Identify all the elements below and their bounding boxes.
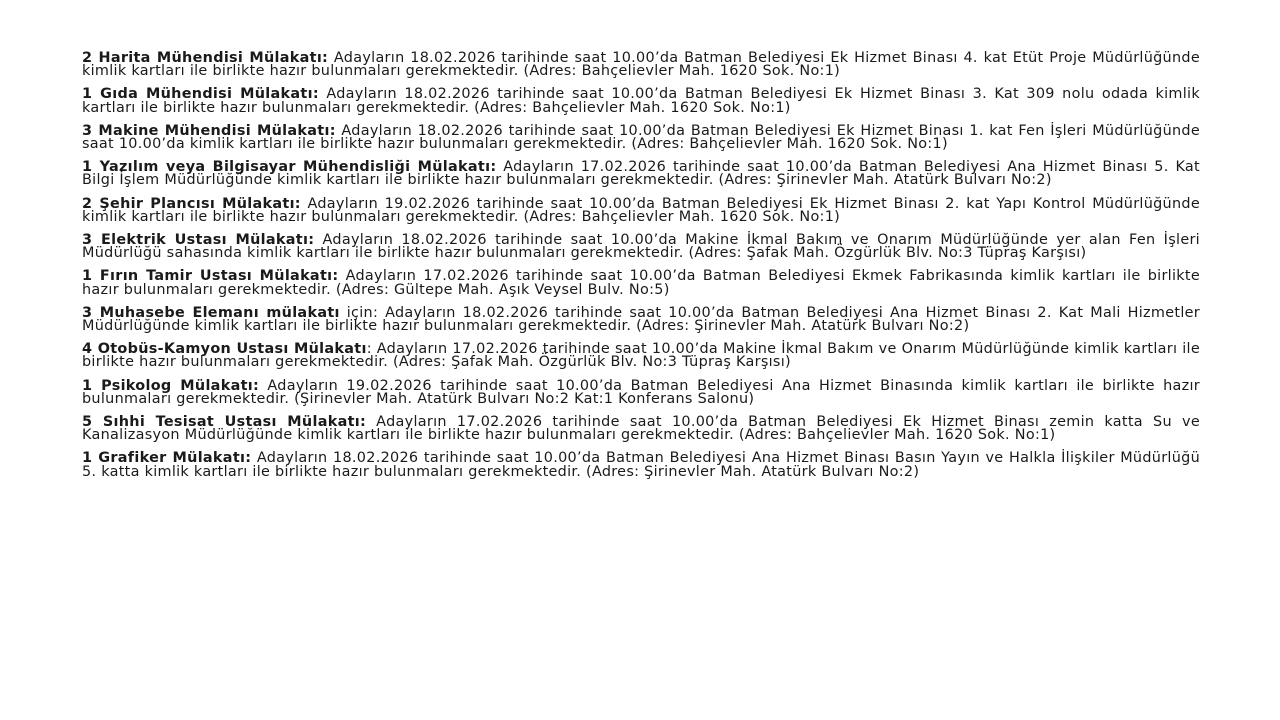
announcement-text: Adayların 19.02.2026 tarihinde saat 10.00’da Batman Belediyesi Ek Hizmet Binası 2. kat Yapı Kontrol Müdürlüğünde kimlik kartları ile birlikte hazır bulunmaları gerekmektedir. (Adres: Bahçelievler Mah. 1620 Sok. No:1) — [82, 195, 1200, 225]
announcement-title: 1 Psikolog Mülakatı: — [82, 377, 260, 394]
announcement-grafiker — [82, 452, 1200, 478]
announcement-text: Adayların 17.02.2026 tarihinde saat 10.00’da Batman Belediyesi Ekmek Fabrikasında kimlik kartları ile birlikte hazır bulunmaları gerekmektedir. (Adres: Gültepe Mah. Aşık Veysel Bulv. No:5) — [82, 268, 1200, 298]
announcement-gida-muhendisi — [82, 88, 1200, 114]
announcement-text: Adayların 18.02.2026 tarihinde saat 10.00’da Batman Belediyesi Ek Hizmet Binası 1. kat Fen İşleri Müdürlüğünde saat 10.00’da kimlik kartları ile birlikte hazır bulunmaları gerekmektedir. (Adres: Bahçelievler Mah. 1620 Sok. No:1) — [82, 122, 1200, 153]
announcement-text: Adayların 17.02.2026 tarihinde saat 10.00’da Batman Belediyesi Ek Hizmet Binası zemin katta Su ve Kanalizasyon Müdürlüğünde kimlik kartları ile birlikte hazır bulunmaları gerekmektedir. (Adres: Bahçelievler Mah. 1620 Sok. No:1) — [82, 414, 1200, 444]
announcement-document — [82, 52, 1200, 489]
announcement-harita-muhendisi — [82, 52, 1200, 78]
announcement-sihhi-tesisat-ustasi — [82, 416, 1200, 442]
announcement-title: 2 Şehir Plancısı Mülakatı: — [82, 195, 301, 212]
announcement-text: Adayların 17.02.2026 tarihinde saat 10.00’da Batman Belediyesi Ana Hizmet Binası 5. Kat Bilgi İşlem Müdürlüğünde kimlik kartları ile birlikte hazır bulunmaları gerekmektedir. (Adres: Şirinevler Mah. Atatürk Bulvarı No:2) — [82, 159, 1200, 189]
announcement-text: Adayların 18.02.2026 tarihinde saat 10.00’da Batman Belediyesi Ek Hizmet Binası 3. Kat 309 nolu odada kimlik kartları ile birlikte hazır bulunmaları gerekmektedir. (Adres: Bahçelievler Mah. 1620 Sok. No:1) — [82, 86, 1200, 116]
announcement-psikolog — [82, 377, 1200, 407]
announcement-title: 5 Sıhhi Tesisat Ustası Mülakatı: — [82, 414, 367, 431]
announcement-yazilim-muhendisi — [82, 161, 1200, 187]
announcement-elektrik-ustasi — [82, 234, 1200, 260]
announcement-title: 4 Otobüs-Kamyon Ustası Mülakatı — [82, 341, 367, 358]
announcement-title: 1 Gıda Mühendisi Mülakatı: — [82, 86, 319, 103]
announcement-text: Adayların 18.02.2026 tarihinde saat 10.00’da Batman Belediyesi Ana Hizmet Binası Basın Yayın ve Halkla İlişkiler Müdürlüğü 5. katta kimlik kartları ile birlikte hazır bulunmaları gerekmektedir. (Adres: Şirinevler Mah. Atatürk Bulvarı No:2) — [82, 450, 1200, 480]
announcement-title: 1 Fırın Tamir Ustası Mülakatı: — [82, 268, 339, 285]
announcement-muhasebe-elemani — [82, 304, 1200, 335]
announcement-makine-muhendisi — [82, 122, 1200, 153]
announcement-otobus-kamyon-ustasi — [82, 343, 1200, 369]
announcement-sehir-plancisi — [82, 195, 1200, 225]
announcement-title: 1 Grafiker Mülakatı: — [82, 450, 252, 467]
announcement-text: Adayların 18.02.2026 tarihinde saat 10.00’da Batman Belediyesi Ek Hizmet Binası 4. kat Etüt Proje Müdürlüğünde kimlik kartları ile birlikte hazır bulunmaları gerekmektedir. (Adres: Bahçelievler Mah. 1620 Sok. No:1) — [82, 50, 1200, 80]
announcement-text: : Adayların 17.02.2026 tarihinde saat 10.00’da Makine İkmal Bakım ve Onarım Müdürlüğünde kimlik kartları ile birlikte hazır bulunmaları gerekmektedir. (Adres: Şafak Mah. Özgürlük Blv. No:3 Tüpraş Karşısı) — [82, 341, 1200, 371]
announcement-firin-tamir-ustasi — [82, 270, 1200, 296]
announcement-title: 3 Muhasebe Elemanı mülakatı — [82, 304, 340, 321]
announcement-title: 2 Harita Mühendisi Mülakatı: — [82, 50, 329, 66]
announcement-text: Adayların 19.02.2026 tarihinde saat 10.00’da Batman Belediyesi Ana Hizmet Binasında kimlik kartları ile birlikte hazır bulunmaları gerekmektedir. (Şirinevler Mah. Atatürk Bulvarı No:2 Kat:1 Konferans Salonu) — [82, 377, 1200, 407]
announcement-title: 1 Yazılım veya Bilgisayar Mühendisliği Mülakatı: — [82, 159, 497, 176]
announcement-title: 3 Makine Mühendisi Mülakatı: — [82, 122, 336, 139]
announcement-text: için: Adayların 18.02.2026 tarihinde saat 10.00’da Batman Belediyesi Ana Hizmet Binası 2. Kat Mali Hizmetler Müdürlüğünde kimlik kartları ile birlikte hazır bulunmaları gerekmektedir. (Adres: Şirinevler Mah. Atatürk Bulvarı No:2) — [82, 304, 1200, 335]
announcement-title: 3 Elektrik Ustası Mülakatı: — [82, 232, 315, 249]
announcement-text: Adayların 18.02.2026 tarihinde saat 10.00’da Makine İkmal Bakım ve Onarım Müdürlüğünde yer alan Fen İşleri Müdürlüğü sahasında kimlik kartları ile birlikte hazır bulunmaları gerekmektedir. (Adres: Şafak Mah. Özgürlük Blv. No:3 Tüpraş Karşısı) — [82, 232, 1200, 262]
